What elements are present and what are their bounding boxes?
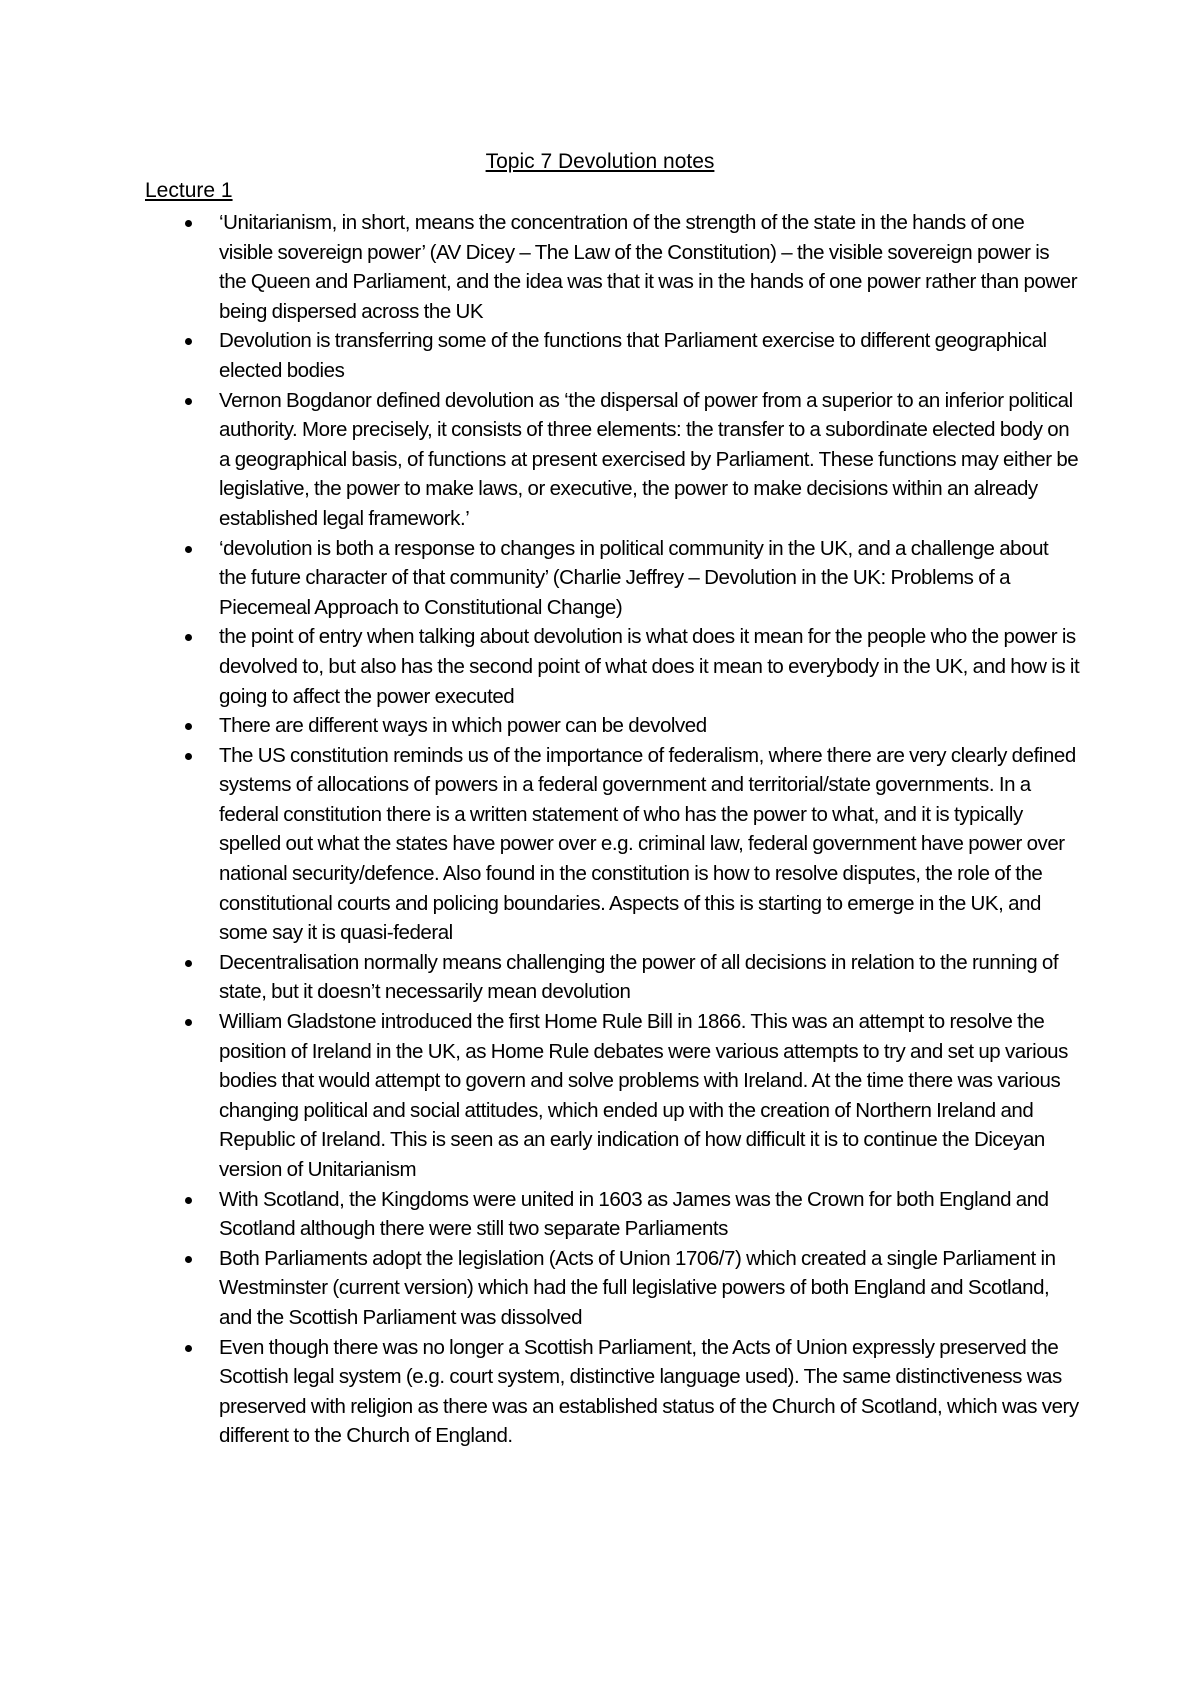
list-item [145, 208, 1080, 326]
bullet-icon [185, 960, 192, 967]
bullet-icon [185, 546, 192, 553]
bullet-icon [185, 398, 192, 405]
bullet-icon [185, 338, 192, 345]
list-item-text: William Gladstone introduced the first Home Rule Bill in 1866. This was an attempt to resolve the position of Ireland in the UK, as Home Rule debates were various attempts to try and set up various bodies that would attempt to govern and solve problems with Ireland. At the time there was various changing political and social attitudes, which ended up with the creation of Northern Ireland and Republic of Ireland. This is seen as an early indication of how difficult it is to continue the Diceyan version of Unitarianism [219, 1010, 1068, 1181]
list-item-text: The US constitution reminds us of the importance of federalism, where there are very clearly defined systems of allocations of powers in a federal government and territorial/state governments. In a federal constitution there is a written statement of who has the power to what, and it is typically spelled out what the states have power over e.g. criminal law, federal government have power over national security/defence. Also found in the constitution is how to resolve disputes, the role of the constitutional courts and policing boundaries. Aspects of this is starting to emerge in the UK, and some say it is quasi-federal [219, 743, 1076, 945]
bullet-icon [185, 753, 192, 760]
list-item-text: Even though there was no longer a Scottish Parliament, the Acts of Union expressly preserved the Scottish legal system (e.g. court system, distinctive language used). The same distinctiveness was preserved with religion as there was an established status of the Church of Scotland, which was very different to the Church of England. [219, 1335, 1079, 1448]
list-item-text: With Scotland, the Kingdoms were united in 1603 as James was the Crown for both England and Scotland although there were still two separate Parliaments [219, 1187, 1049, 1241]
list-item [145, 1185, 1080, 1244]
list-item [145, 1007, 1080, 1185]
list-item [145, 622, 1080, 711]
page-title: Topic 7 Devolution notes [485, 150, 715, 173]
section-heading: Lecture 1 [145, 179, 233, 202]
list-item-text: Devolution is transferring some of the functions that Parliament exercise to different geographical elected bodies [219, 329, 1047, 382]
list-item [145, 1333, 1080, 1451]
list-item-text: the point of entry when talking about devolution is what does it mean for the people who the power is devolved to, but also has the second point of what does it mean to everybody in the UK, and how is it going to affect the power executed [219, 625, 1080, 708]
bullet-icon [185, 723, 192, 730]
list-item [145, 386, 1080, 534]
list-item [145, 534, 1080, 623]
list-item [145, 711, 1080, 741]
bullet-icon [185, 220, 192, 227]
list-item-text: ‘devolution is both a response to changes in political community in the UK, and a challenge about the future character of that community’ (Charlie Jeffrey – Devolution in the UK: Problems of a Piecemeal Approach to Constitutional Change) [219, 536, 1049, 619]
bullet-icon [185, 1019, 192, 1026]
list-item [145, 1244, 1080, 1333]
bullet-icon [185, 1256, 192, 1263]
list-item-text: Both Parliaments adopt the legislation (Acts of Union 1706/7) which created a single Parliament in Westminster (current version) which had the full legislative powers of both England and Scotland, and the Scottish Parliament was dissolved [219, 1246, 1056, 1329]
bullet-icon [185, 1345, 192, 1352]
bullet-icon [185, 634, 192, 641]
list-item [145, 326, 1080, 385]
list-item-text: Decentralisation normally means challenging the power of all decisions in relation to the running of state, but it doesn’t necessarily mean devolution [219, 950, 1059, 1004]
list-item [145, 948, 1080, 1007]
list-item-text: Vernon Bogdanor defined devolution as ‘the dispersal of power from a superior to an inferior political authority. More precisely, it consists of three elements: the transfer to a subordinate elected body on a geographical basis, of functions at present exercised by Parliament. These functions may either be legislative, the power to make laws, or executive, the power to make decisions within an already established legal framework.’ [219, 388, 1079, 530]
list-item [145, 741, 1080, 948]
bullet-list [145, 208, 1080, 1451]
list-item-text: ‘Unitarianism, in short, means the concentration of the strength of the state in the hands of one visible sovereign power’ (AV Dicey – The Law of the Constitution) – the visible sovereign power is the Queen and Parliament, and the idea was that it was in the hands of one power rather than power being dispersed across the UK [219, 211, 1078, 323]
bullet-icon [185, 1197, 192, 1204]
list-item-text: There are different ways in which power can be devolved [219, 714, 707, 738]
